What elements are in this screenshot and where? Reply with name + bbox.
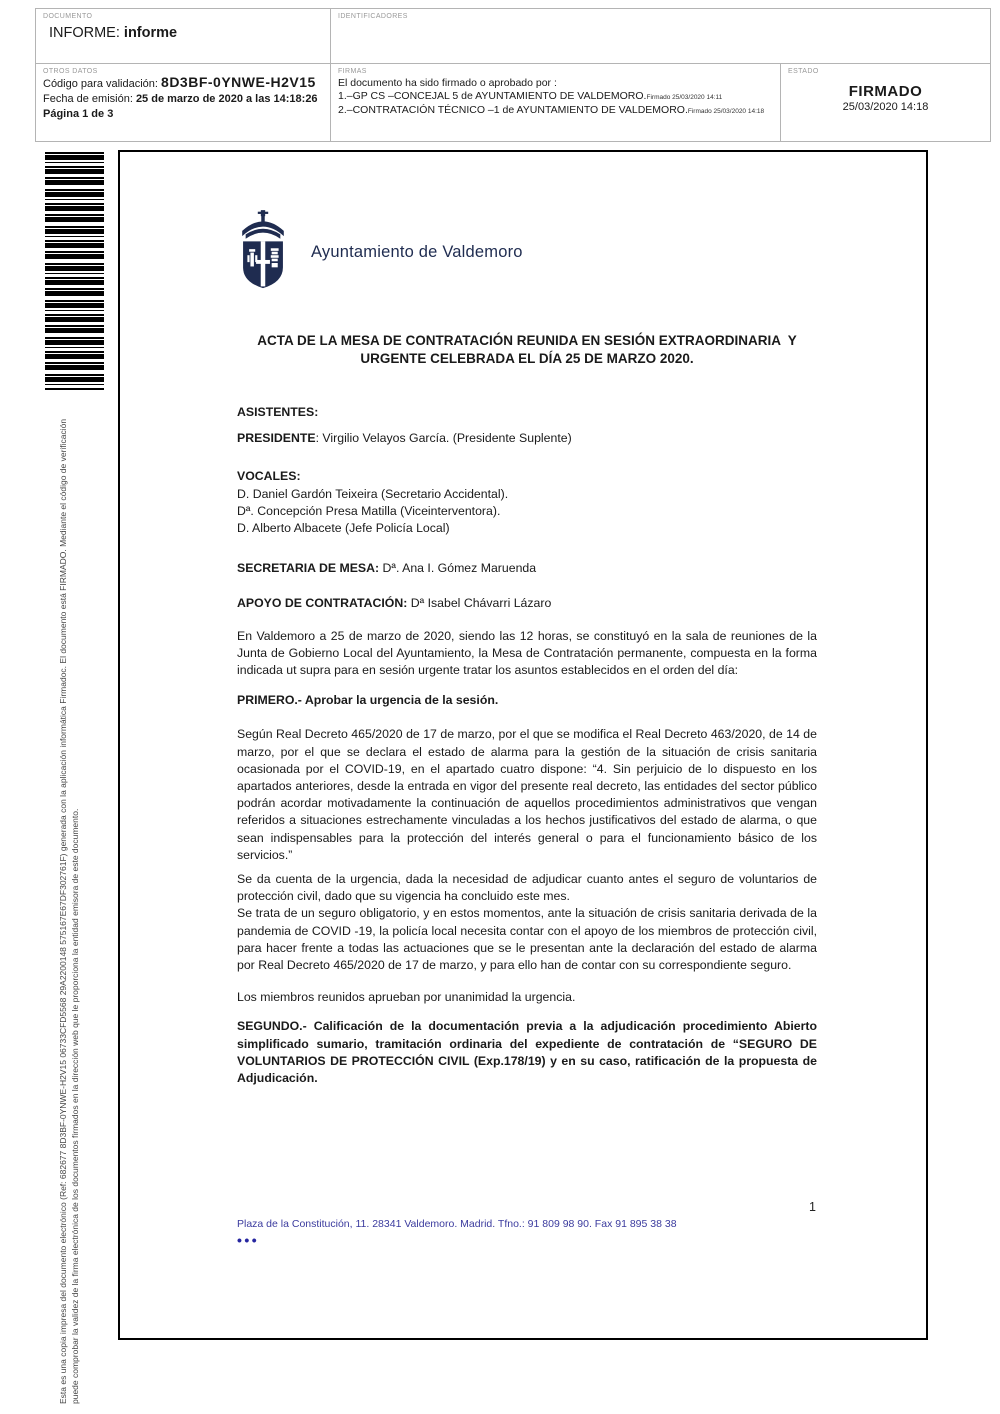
vocales-heading: VOCALES: — [237, 469, 301, 484]
paragraph-urgencia: Se da cuenta de la urgencia, dada la necesidad de adjudicar cuanto antes el seguro de voluntarios de protección civil, dado que su vigencia ha concluido este mes. — [237, 872, 817, 904]
otros-datos-cell — [36, 64, 331, 141]
vocal-item: D. Alberto Albacete (Jefe Policía Local) — [237, 521, 450, 536]
codigo-validacion-line — [43, 75, 323, 92]
firmas-label: FIRMAS — [338, 68, 367, 75]
firmas-cell — [331, 64, 781, 141]
fecha-label: Fecha de emisión: — [43, 93, 136, 105]
status-badge: FIRMADO — [848, 83, 923, 100]
paragraph-unanimidad: Los miembros reunidos aprueban por unanimidad la urgencia. — [237, 990, 576, 1005]
identificadores-label: IDENTIFICADORES — [338, 13, 408, 20]
fecha-value: 25 de marzo de 2020 a las 14:18:26 — [135, 93, 318, 105]
footer-dots: ••• — [237, 1232, 260, 1248]
estado-cell — [781, 64, 990, 141]
organization-name: Ayuntamiento de Valdemoro — [311, 242, 523, 261]
apoyo-line — [237, 595, 817, 612]
status-date: 25/03/2020 14:18 — [842, 101, 929, 113]
identificadores-cell — [331, 9, 990, 63]
vocal-item: D. Daniel Gardón Teixeira (Secretario Accidental). — [237, 486, 509, 501]
otros-datos-label: OTROS DATOS — [43, 68, 98, 75]
firmante-2 — [338, 104, 773, 118]
paragraph-intro: En Valdemoro a 25 de marzo de 2020, siendo las 12 horas, se constituyó en la sala de reuniones de la Junta de Gobierno Local del Ayuntamiento, la Mesa de Contratación permanente, compuesta en la forma indicada ut supra para en sesión urgente tratar los asuntos establecidos en el orden del día: — [237, 628, 817, 678]
coat-of-arms-icon — [237, 208, 289, 297]
segundo-heading: SEGUNDO.- Calificación de la documentación previa a la adjudicación procedimiento Abierto simplificado sumario, tramitación ordinaria del expediente de contratación de “SEGURO DE VOLUNTARIOS DE PROTECCIÓN CIVIL (Exp.178/19) y en su caso, ratificación de la propuesta de Adjudicación. — [237, 1019, 817, 1086]
title-line-2: URGENTE CELEBRADA EL DÍA 25 DE MARZO 2020. — [360, 351, 694, 366]
secretaria-value: Dª. Ana I. Gómez Maruenda — [382, 561, 537, 576]
fecha-emision-line — [43, 92, 323, 107]
header-row-2 — [36, 63, 990, 141]
footer-address: Plaza de la Constitución, 11. 28341 Valdemoro. Madrid. Tfno.: 91 809 98 90. Fax 91 895 38 38 — [237, 1218, 677, 1230]
validation-header-table — [35, 8, 991, 142]
verification-side-text — [57, 394, 81, 1404]
firmante-1 — [338, 90, 773, 104]
primero-heading: PRIMERO.- Aprobar la urgencia de la sesión. — [237, 693, 499, 708]
firmante-1-stamp: Firmado 25/03/2020 14:11 — [646, 94, 723, 101]
vocal-item: Dª. Concepción Presa Matilla (Viceinterventora). — [237, 503, 501, 518]
paragraph-seguro: Se trata de un seguro obligatorio, y en estos momentos, ante la situación de crisis sanitaria derivada de la pandemia de COVID -19, la policía local necesita contar con el apoyo de los miembros de protección civil, para hacer frente a todas las actuaciones que se le presentan ante la declaración del estado de alarma por Real Decreto 465/2020 de 17 de marzo, y para ello han de contar con su correspondiente seguro. — [237, 906, 817, 973]
verification-line-2: puede comprobar la validez de la firma electrónica de los documentos firmados en la dirección web que le proporciona la entidad emisora de este documento. — [70, 808, 80, 1404]
title-line-1: ACTA DE LA MESA DE CONTRATACIÓN REUNIDA EN SESIÓN EXTRAORDINARIA Y — [257, 333, 797, 348]
documento-cell — [36, 9, 331, 63]
pagina-indicator: Página 1 de 3 — [43, 108, 114, 120]
secretaria-line — [237, 560, 817, 577]
documento-label: DOCUMENTO — [43, 13, 93, 20]
presidente-value: : Virgilio Velayos García. (Presidente Suplente) — [315, 431, 572, 446]
codigo-label: Código para validación: — [43, 78, 162, 90]
estado-label: ESTADO — [788, 68, 819, 75]
documento-tipo: INFORME: — [49, 25, 124, 41]
apoyo-label: APOYO DE CONTRATACIÓN: — [237, 596, 411, 611]
firmante-2-stamp: Firmado 25/03/2020 14:18 — [687, 108, 765, 115]
apoyo-value: Dª Isabel Chávarri Lázaro — [410, 596, 552, 611]
documento-value — [49, 25, 323, 41]
documento-nombre: informe — [123, 25, 178, 41]
document-title — [237, 332, 817, 368]
codigo-value: 8D3BF-0YNWE-H2V15 — [161, 74, 316, 90]
presidente-label: PRESIDENTE — [237, 431, 316, 446]
firmante-2-texto: 2.–CONTRATACIÓN TÉCNICO –1 de AYUNTAMIENTO DE VALDEMORO. — [338, 104, 688, 116]
barcode-icon — [45, 152, 104, 390]
asistentes-heading: ASISTENTES: — [237, 405, 319, 419]
document-content — [237, 210, 817, 1087]
secretaria-label: SECRETARIA DE MESA: — [237, 561, 383, 576]
page-number: 1 — [809, 1200, 816, 1214]
paragraph-decreto: Según Real Decreto 465/2020 de 17 de marzo, por el que se modifica el Real Decreto 463/2020, de 14 de marzo, por el que se declara el estado de alarma para la gestión de la situación de crisis sanitaria ocasionada por el COVID-19, en el apartado cuatro dispone: “4. Sin perjuicio de lo dispuesto en los apartados anteriores, desde la entrada en vigor del presente real decreto, las entidades del sector público podrán acordar motivadamente la continuación de aquellos procedimientos administrativos que vengan referidos a situaciones estrechamente vinculadas a los hechos justificativos del estado de alarma, o que sean indispensables para la protección del interés general o para el funcionamiento básico de los servicios.” — [237, 727, 817, 862]
document-page — [118, 150, 928, 1340]
logo-row — [237, 210, 817, 294]
firmas-intro: El documento ha sido firmado o aprobado por : — [338, 77, 557, 89]
presidente-line — [237, 430, 817, 447]
header-row-1 — [36, 9, 990, 63]
firmante-1-texto: 1.–GP CS –CONCEJAL 5 de AYUNTAMIENTO DE VALDEMORO. — [338, 90, 647, 102]
verification-line-1: Esta es una copia impresa del documento electrónico (Ref: 682677 8D3BF-0YNWE-H2V15 06733CFD5568 29A2200148 575167E67DF302761F) generada con la aplicación informática Firmadoc. El documento está FIRMADO. Mediante el código de verificación — [58, 418, 68, 1404]
